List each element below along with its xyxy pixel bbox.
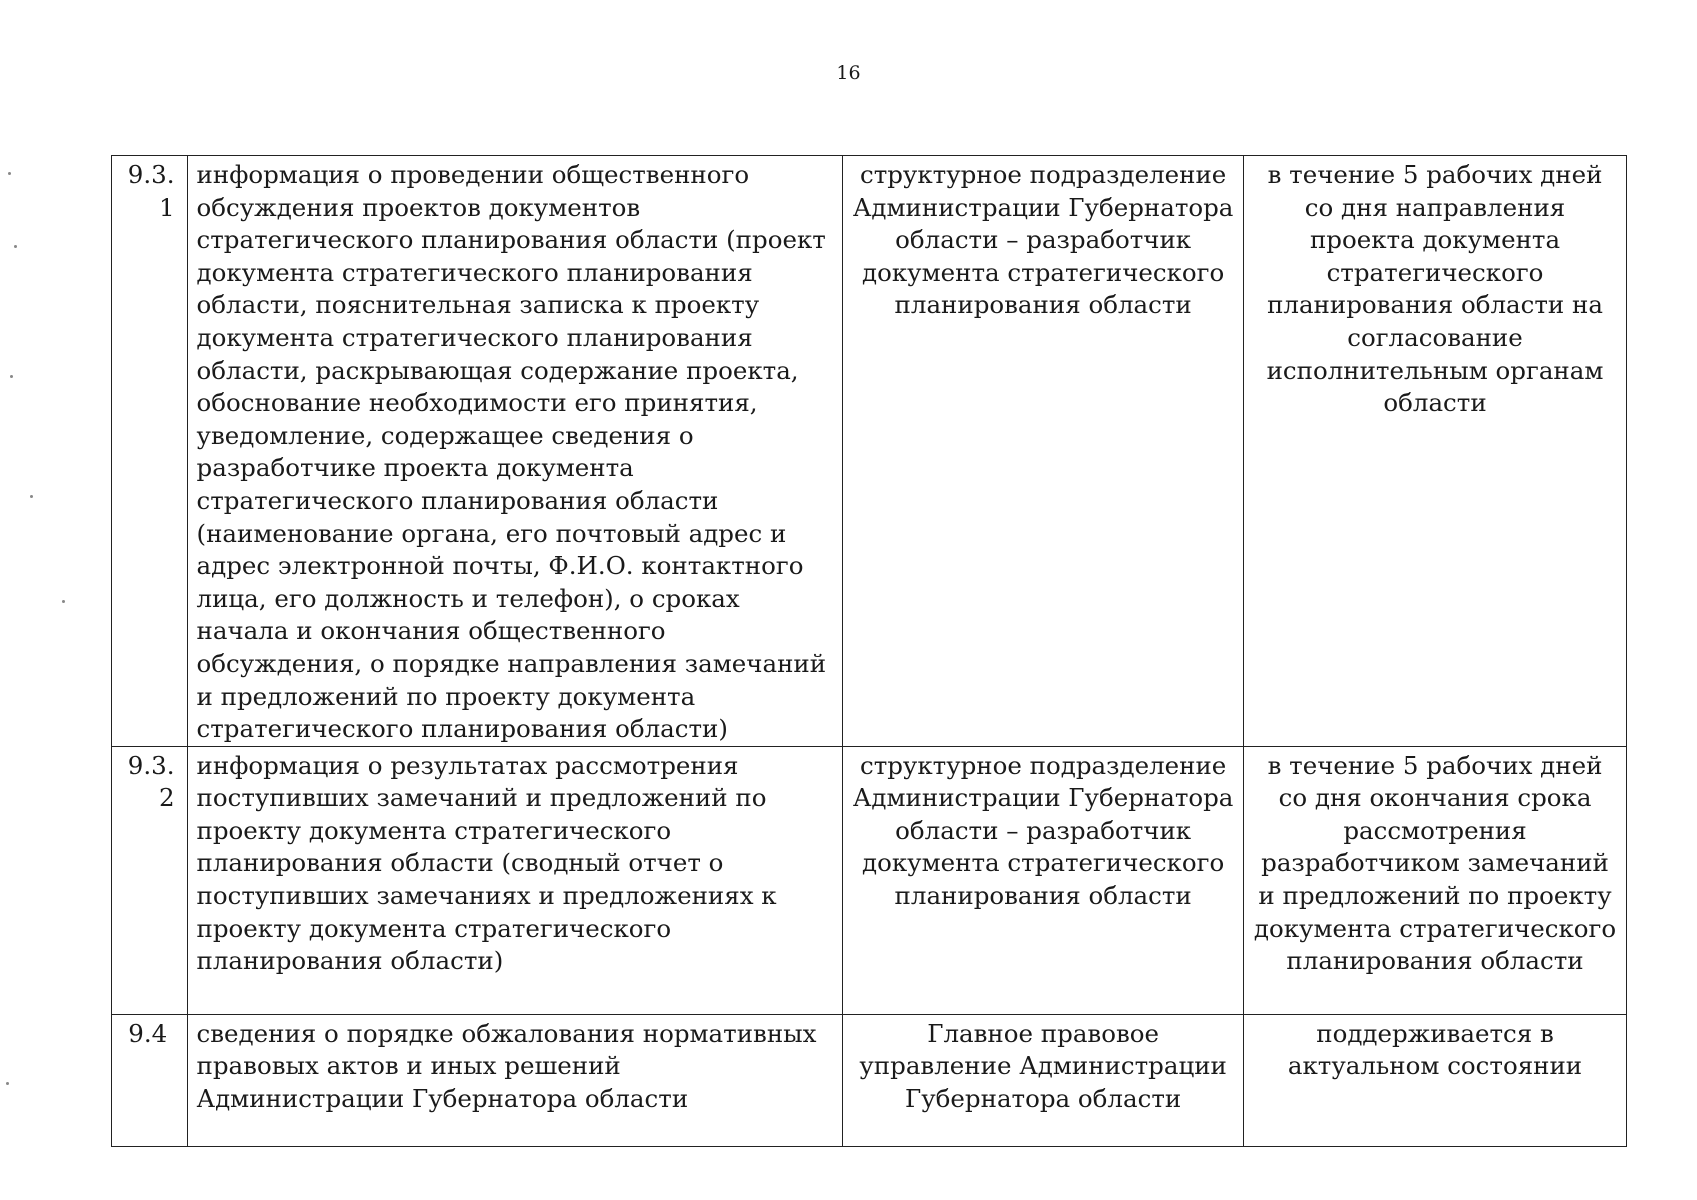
item-term: в течение 5 рабочих дней со дня окончания срока рассмотрения разработчиком замечаний и предложений по проекту документа стратегического планирования области	[1244, 746, 1627, 1014]
item-responsible: структурное подразделение Администрации Губернатора области – разработчик документа стратегического планирования области	[843, 156, 1244, 747]
item-responsible: структурное подразделение Администрации Губернатора области – разработчик документа стратегического планирования области	[843, 746, 1244, 1014]
scan-speck	[14, 245, 17, 248]
item-term: в течение 5 рабочих дней со дня направления проекта документа стратегического планирования области на согласование исполнительным органам области	[1244, 156, 1627, 747]
item-responsible: Главное правовое управление Администрации Губернатора области	[843, 1014, 1244, 1146]
document-table	[111, 155, 1627, 1147]
page-number: 16	[836, 62, 861, 84]
scan-speck	[30, 495, 33, 498]
table-row	[112, 156, 1627, 747]
scan-speck	[10, 375, 13, 378]
item-number: 9.3.2	[112, 746, 188, 1014]
scan-speck	[8, 172, 11, 175]
item-term: поддерживается в актуальном состоянии	[1244, 1014, 1627, 1146]
table-row	[112, 1014, 1627, 1146]
item-number: 9.3.1	[112, 156, 188, 747]
table-row	[112, 746, 1627, 1014]
item-information: информация о результатах рассмотрения поступивших замечаний и предложений по проекту документа стратегического планирования области (сводный отчет о поступивших замечаниях и предложениях к проекту документа стратегического планирования области)	[187, 746, 843, 1014]
scan-speck	[62, 600, 65, 603]
item-information: информация о проведении общественного обсуждения проектов документов стратегического планирования области (проект документа стратегического планирования области, пояснительная записка к проекту документа стратегического планирования области, раскрывающая содержание проекта, обоснование необходимости его принятия, уведомление, содержащее сведения о разработчике проекта документа стратегического планирования области (наименование органа, его почтовый адрес и адрес электронной почты, Ф.И.О. контактного лица, его должность и телефон), о сроках начала и окончания общественного обсуждения, о порядке направления замечаний и предложений по проекту документа стратегического планирования области)	[187, 156, 843, 747]
item-number: 9.4	[112, 1014, 188, 1146]
scan-speck	[6, 1082, 9, 1085]
item-information: сведения о порядке обжалования нормативных правовых актов и иных решений Администрации Губернатора области	[187, 1014, 843, 1146]
